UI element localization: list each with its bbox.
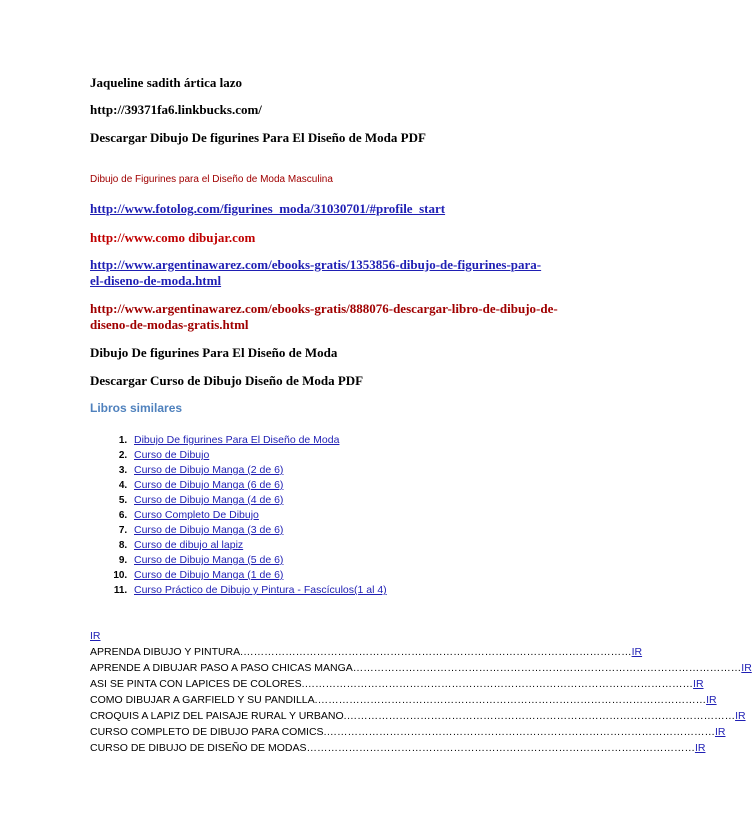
ir-row: [90, 660, 752, 676]
ir-item-label: ASI SE PINTA CON LAPICES DE COLORES.: [90, 678, 305, 690]
ir-top-link[interactable]: IR: [90, 630, 101, 642]
ir-link[interactable]: IR: [693, 678, 704, 690]
ir-item-label: CROQUIS A LAPIZ DEL PAISAJE RURAL Y URBANO.: [90, 710, 347, 722]
ir-item-label: APRENDE A DIBUJAR PASO A PASO CHICAS MANGA: [90, 662, 353, 674]
list-item: [130, 568, 387, 583]
list-item: [130, 478, 387, 493]
list-item: [130, 583, 387, 598]
ir-item-label: CURSO DE DIBUJO DE DISEÑO DE MODAS: [90, 742, 307, 754]
list-item: [130, 553, 387, 568]
dot-leader: …………………………………………………………………………………………………: [243, 646, 632, 658]
fotolog-link[interactable]: http://www.fotolog.com/figurines_moda/31030701/#profile_start: [90, 201, 446, 216]
argentinawarez-link-2[interactable]: http://www.argentinawarez.com/ebooks-gratis/888076-descargar-libro-de-dibujo-de-diseno-de-modas-gratis.html: [90, 301, 558, 332]
list-item: [130, 508, 387, 523]
similar-book-link[interactable]: Curso Completo De Dibujo: [134, 509, 259, 521]
similar-books-heading: Libros similares: [90, 401, 183, 415]
dot-leader: …………………………………………………………………………………………………: [317, 694, 707, 706]
list-item: [130, 433, 387, 448]
similar-book-link[interactable]: Curso de Dibujo Manga (1 de 6): [134, 569, 284, 581]
list-item: [130, 448, 387, 463]
ir-link[interactable]: IR: [741, 662, 752, 674]
dot-leader: …………………………………………………………………………………………………: [304, 678, 694, 690]
dot-leader: …………………………………………………………………………………………………: [306, 742, 695, 754]
ir-item-label: APRENDA DIBUJO Y PINTURA.: [90, 646, 244, 658]
subtitle-masculina: Dibujo de Figurines para el Diseño de Moda Masculina: [90, 174, 333, 185]
download-title: Descargar Dibujo De figurines Para El Diseño de Moda PDF: [90, 130, 426, 145]
ir-row: [90, 676, 704, 692]
similar-book-link[interactable]: Curso de dibujo al lapiz: [134, 539, 244, 551]
list-item: [130, 538, 387, 553]
ir-row: [90, 708, 746, 724]
ir-item-label: CURSO COMPLETO DE DIBUJO PARA COMICS.: [90, 726, 327, 738]
argentinawarez-link-1[interactable]: http://www.argentinawarez.com/ebooks-gratis/1353856-dibujo-de-figurines-para-el-diseno-de-moda.html: [90, 257, 542, 288]
ir-row: [90, 644, 643, 660]
author-name: Jaqueline sadith ártica lazo: [90, 75, 243, 90]
similar-book-link[interactable]: Curso Práctico de Dibujo y Pintura - Fascículos(1 al 4): [134, 584, 387, 596]
ir-row: [90, 740, 706, 756]
similar-books-list: [90, 433, 387, 598]
similar-book-link[interactable]: Curso de Dibujo Manga (4 de 6): [134, 494, 284, 506]
similar-book-link[interactable]: Curso de Dibujo Manga (5 de 6): [134, 554, 284, 566]
similar-book-link[interactable]: Curso de Dibujo: [134, 449, 210, 461]
ir-link[interactable]: IR: [694, 742, 706, 754]
como-dibujar-link[interactable]: http://www.como dibujar.com: [90, 230, 256, 245]
list-item: [130, 463, 387, 478]
ir-top-row: [90, 628, 510, 644]
similar-book-link[interactable]: Curso de Dibujo Manga (3 de 6): [134, 524, 284, 536]
curso-title: Descargar Curso de Dibujo Diseño de Moda PDF: [90, 373, 364, 388]
ir-link[interactable]: IR: [706, 694, 717, 706]
list-item: [130, 493, 387, 508]
ir-link[interactable]: IR: [714, 726, 726, 738]
similar-book-link[interactable]: Dibujo De figurines Para El Diseño de Moda: [134, 434, 340, 446]
dot-leader: …………………………………………………………………………………………………: [326, 726, 715, 738]
linkbucks-url: http://39371fa6.linkbucks.com/: [90, 102, 262, 117]
similar-book-link[interactable]: Curso de Dibujo Manga (6 de 6): [134, 479, 284, 491]
dot-leader: …………………………………………………………………………………………………: [346, 710, 736, 722]
ir-item-label: COMO DIBUJAR A GARFIELD Y SU PANDILLA.: [90, 694, 318, 706]
figurines-title: Dibujo De figurines Para El Diseño de Moda: [90, 345, 338, 360]
ir-row: [90, 724, 726, 740]
ir-link[interactable]: IR: [735, 710, 746, 722]
ir-link-list: [90, 628, 752, 756]
similar-book-link[interactable]: Curso de Dibujo Manga (2 de 6): [134, 464, 284, 476]
dot-leader: …………………………………………………………………………………………………: [352, 662, 742, 674]
ir-link[interactable]: IR: [631, 646, 643, 658]
ir-row: [90, 692, 717, 708]
list-item: [130, 523, 387, 538]
